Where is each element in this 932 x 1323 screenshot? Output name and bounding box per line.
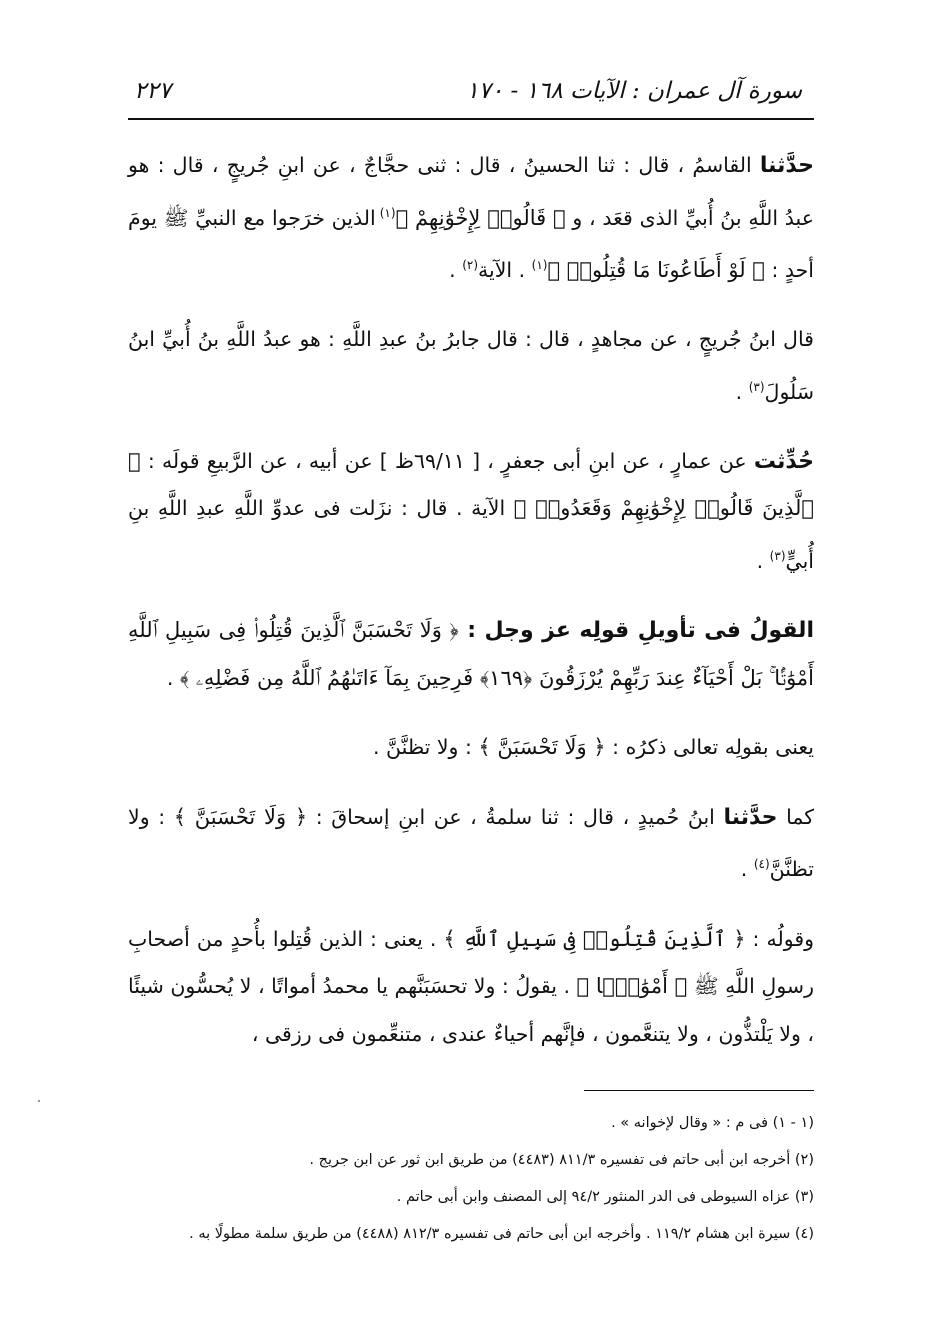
quran-quote: ﴿ وَلَا تَحْسَبَنَّ ﴾	[478, 735, 606, 760]
quran-quote: ﴿ ٱلَّذِينَ قَالُوا۟ لِإِخْوَٰنِهِمْ وَقَعَدُوا۟ ﴾	[128, 448, 814, 521]
text-run: ابنُ حُميدٍ ، قال : ثنا سلمةُ ، عن ابنِ إسحاقَ :	[307, 804, 724, 829]
footnote-marker: (١)	[531, 257, 548, 272]
text-run: .	[166, 665, 180, 690]
paragraph	[128, 724, 814, 772]
bold-lead: حُدِّثت	[753, 448, 814, 474]
footnote: (١ - ١) فى م : « وقال لإخوانه » .	[611, 1115, 814, 1132]
footnote-marker: (٣)	[769, 548, 786, 563]
text-run: .	[449, 257, 463, 282]
text-run: . يقولُ : ولا تحسَبَنَّهم يا محمدُ أمواتًا ، لا يُحسُّون شيئًا ، ولا يَلْتذُّون ، ولا يتنعَّمون ، فإنَّهم أحياءٌ عندى ، متنعِّمون فى رزقى ،	[128, 974, 814, 1046]
text-run: الذين خرَجوا مع النبيِّ ﷺ يومَ أحدٍ :	[128, 205, 814, 282]
text-run: كما	[777, 804, 815, 829]
quran-quote: ﴿ قَالُوا۟ لِإِخْوَٰنِهِمْ ﴾	[395, 205, 566, 230]
paragraph	[128, 794, 814, 894]
text-run: .	[740, 857, 754, 882]
quran-quote: ﴿ أَمْوَٰتًۢا ﴾	[576, 974, 688, 999]
footnote-marker: (٤)	[753, 857, 770, 872]
text-run: يعنى بقولِه تعالى ذكرُه :	[605, 735, 814, 760]
paragraph	[128, 438, 814, 585]
text-run: . يعنى : الذين قُتِلوا بأُحدٍ من أصحابِ رسولِ اللَّهِ ﷺ	[128, 926, 814, 999]
bold-lead: حدَّثنا	[759, 153, 814, 178]
footnote: (٣) عزاه السيوطى فى الدر المنثور ٩٤/٢ إلى المصنف وابن أبى حاتم .	[396, 1189, 814, 1206]
text-run: . الآية	[478, 257, 532, 282]
text-run: : ولا تظنَّنَّ	[128, 804, 814, 882]
footnote: (٢) أخرجه ابن أبى حاتم فى تفسيره ٨١١/٣ (٤٤٨٣) من طريق ابن ثور عن ابن جريج .	[309, 1152, 814, 1169]
text-run: .	[735, 379, 749, 404]
text-run: القاسمُ ، قال : ثنا الحسينُ ، قال : ثنى حجَّاجٌ ، عن ابنِ جُريجٍ ، قال : هو عبدُ اللَّهِ بنُ أُبيِّ الذى قعَد ، و	[128, 153, 814, 230]
bold-lead: القولُ فى تأويلِ قولِه عز وجل :	[458, 618, 814, 644]
text-run: : ولا تظنَّنَّ .	[373, 735, 479, 760]
paragraph	[128, 316, 814, 416]
text-run: الآية . قال : نزَلت فى عدوِّ اللَّهِ عبدِ اللَّهِ بنِ أُبيٍّ	[128, 496, 814, 573]
paragraph	[128, 142, 814, 294]
footnote-separator	[584, 1090, 814, 1091]
text-run: وقولُه :	[745, 926, 815, 951]
scan-speck	[38, 1100, 40, 1102]
quran-quote: ﴿ وَلَا تَحْسَبَنَّ ٱلَّذِينَ قُتِلُوا۟ فِى سَبِيلِ ٱللَّهِ أَمْوَٰتًۢا ۚ بَلْ أَحْيَآءٌ عِندَ رَبِّهِمْ يُرْزَقُونَ ﴿١٦٩﴾ فَرِحِينَ بِمَآ ءَاتَىٰهُمُ ٱللَّهُ مِن فَضْلِهِۦ ﴾	[128, 618, 814, 690]
text-run: عن عمارٍ ، عن ابنِ أبى جعفرٍ ، [ ٦٩/١١ظ ] عن أبيه ، عن الرَّبيعِ قولَه :	[140, 448, 754, 473]
footnote-marker: (٢)	[462, 257, 479, 272]
text-run: قال ابنُ جُريجٍ ، عن مجاهدٍ ، قال : قال جابرُ بنُ عبدِ اللَّهِ : هو عبدُ اللَّهِ بنُ أُبيِّ ابنُ سَلُولَ	[128, 327, 814, 404]
quran-quote: ﴿ لَوْ أَطَاعُونَا مَا قُتِلُوا۟ ﴾	[547, 257, 765, 282]
page-header	[128, 78, 814, 118]
running-title: سورة آل عمران : الآيات ١٦٨ - ١٧٠	[466, 78, 802, 104]
paragraph	[128, 607, 814, 702]
bold-lead: حدَّثنا	[723, 804, 778, 830]
footnotes	[128, 1105, 814, 1253]
page-number: ٢٢٧	[134, 78, 172, 104]
footnote: (٤) سيرة ابن هشام ١١٩/٢ . وأخرجه ابن أبى حاتم فى تفسيره ٨١٢/٣ (٤٤٨٨) من طريق سلمة مطولًا به .	[189, 1226, 814, 1243]
text-run: .	[756, 548, 770, 573]
header-rule	[128, 118, 814, 120]
quran-quote: ﴿ وَلَا تَحْسَبَنَّ ﴾	[173, 804, 308, 829]
footnote-marker: (٣)	[748, 379, 765, 394]
paragraph	[128, 916, 814, 1059]
quran-quote: ﴿ ٱلَّذِينَ قُتِلُوا۟ فِى سَبِيلِ ٱللَّهِ ﴾	[443, 926, 746, 951]
main-text	[128, 142, 814, 1058]
footnote-marker: (١)	[375, 205, 396, 220]
